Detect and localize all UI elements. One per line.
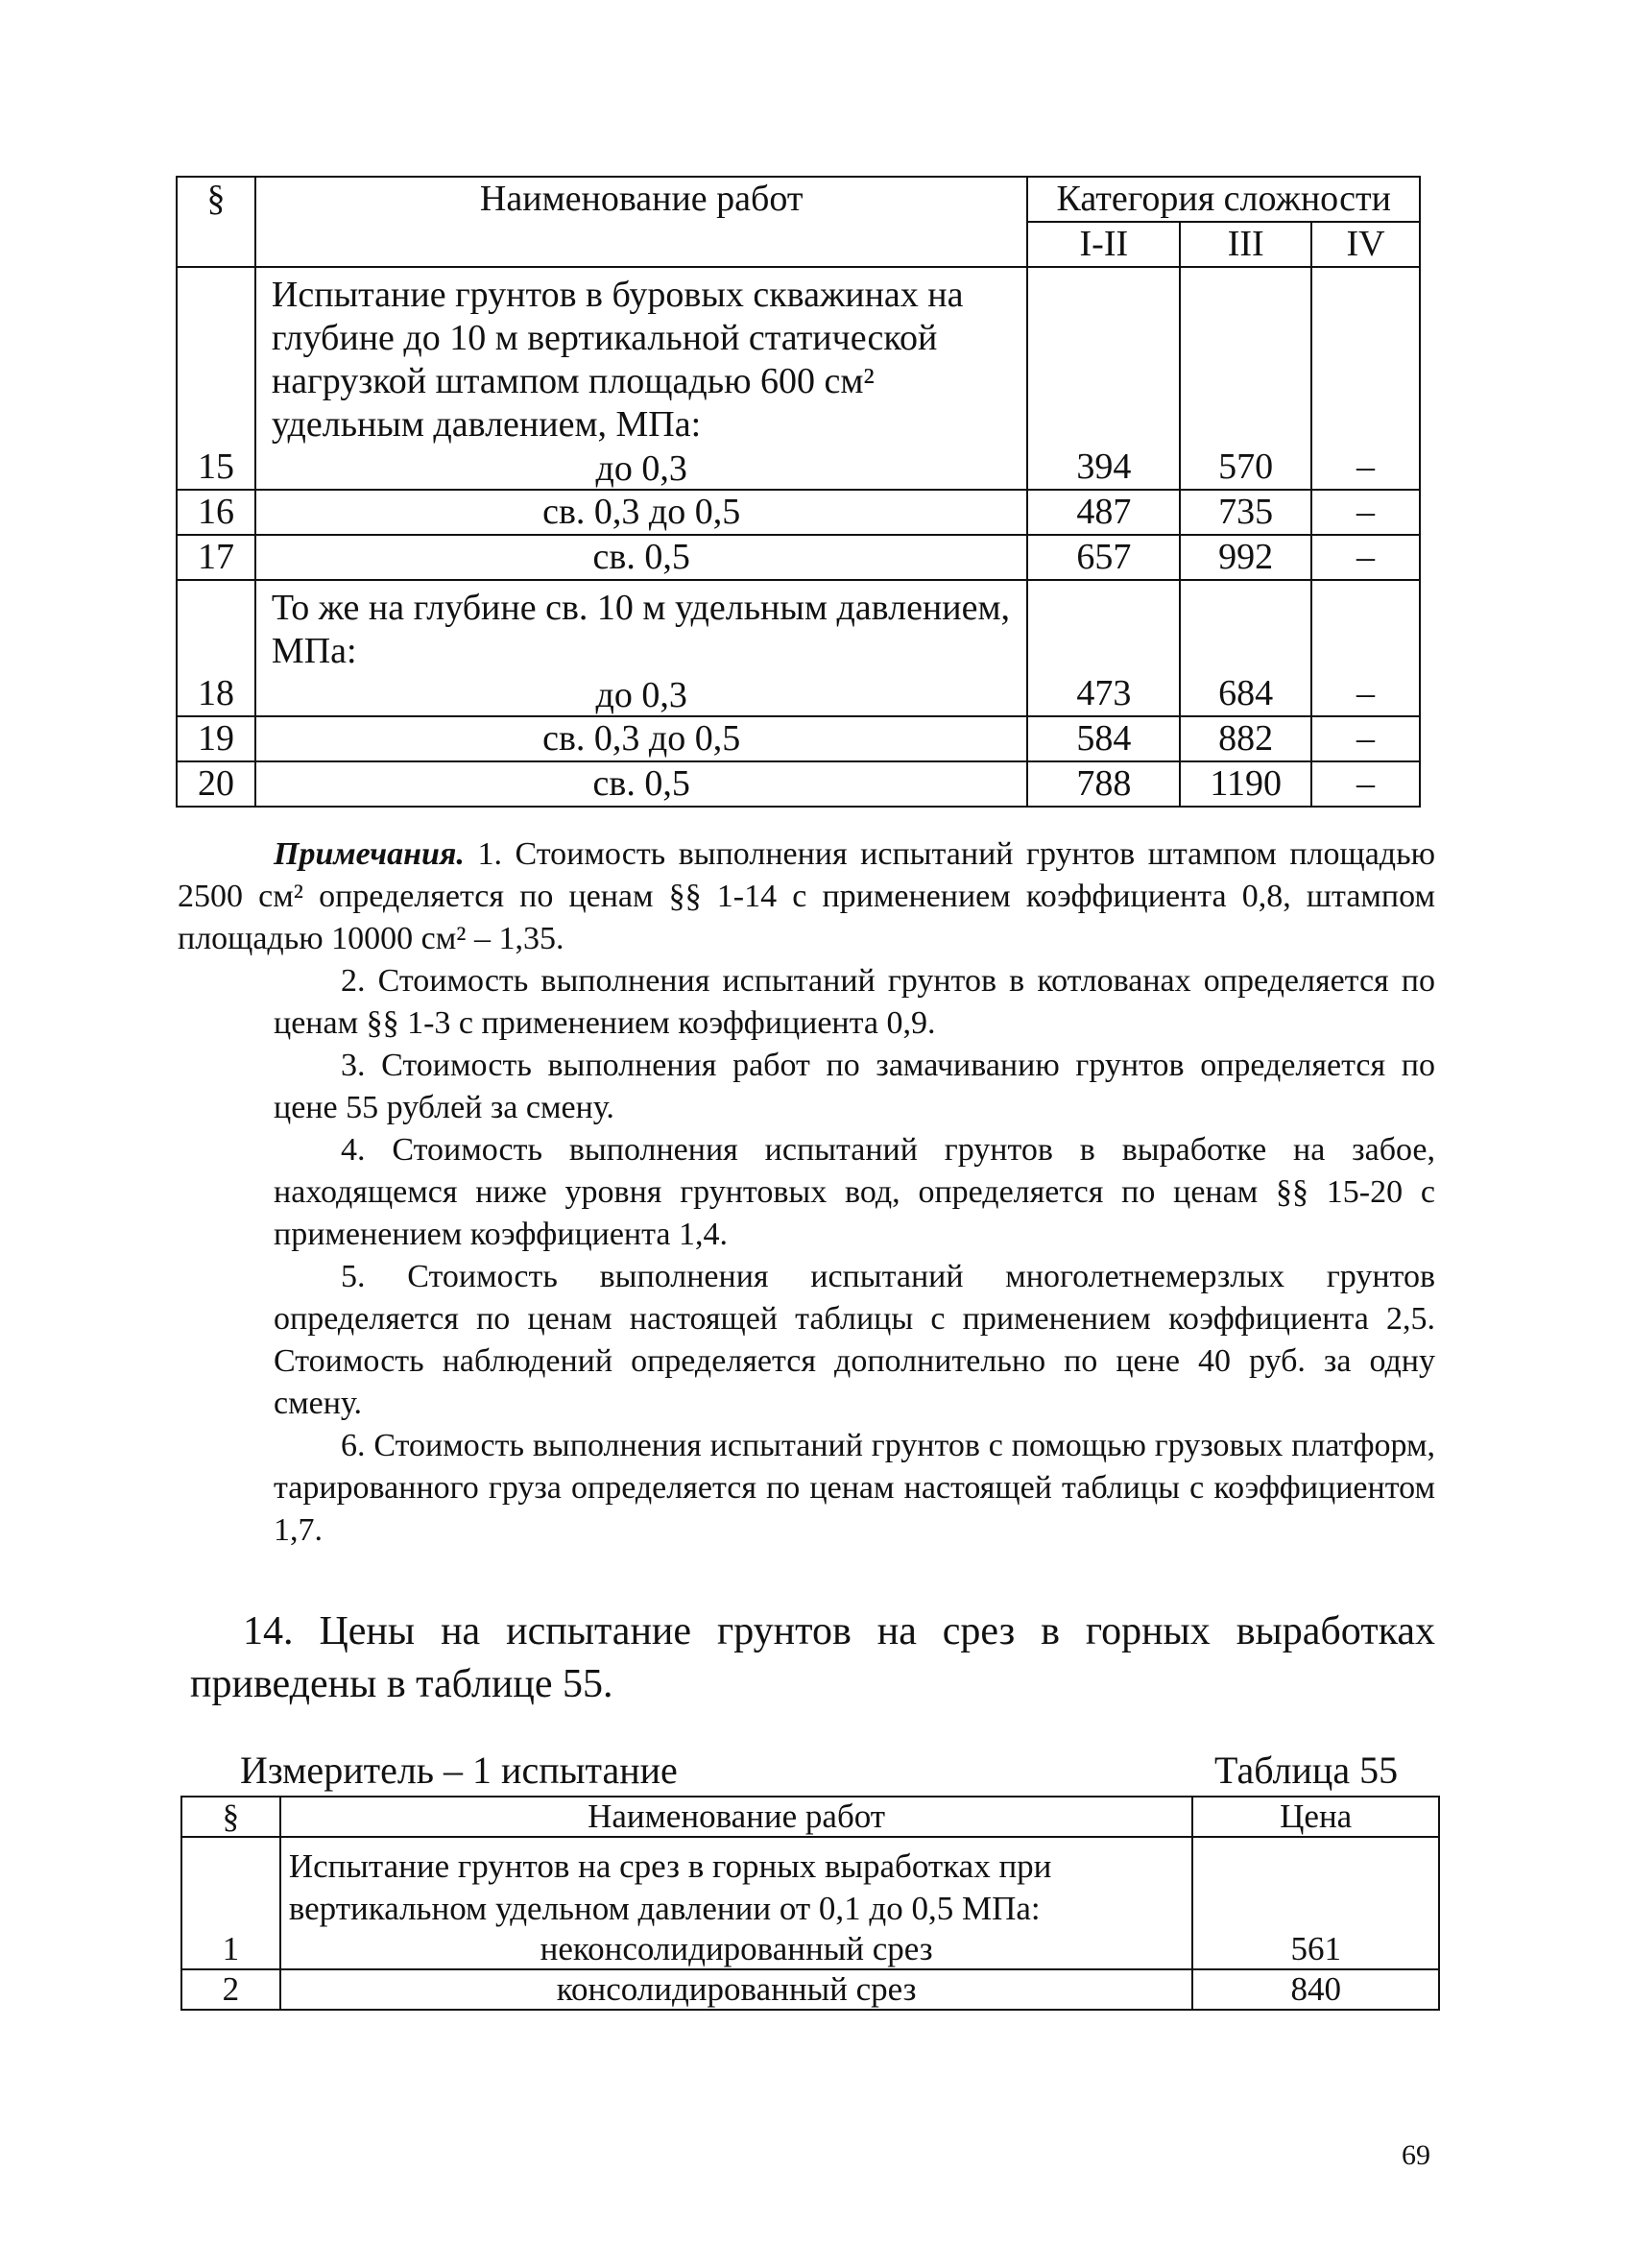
table-row (177, 761, 1420, 807)
page-number: 69 (1402, 2139, 1430, 2171)
header-work-name: Наименование работ (255, 177, 1028, 267)
table-row (177, 267, 1420, 490)
row-paragraph: 2 (181, 1969, 280, 2010)
row-value-cat-4: – (1311, 716, 1420, 761)
row-value-cat-1-2: 473 (1027, 580, 1180, 716)
prices-table-soil-tests (176, 176, 1421, 808)
header-paragraph-sign: § (177, 177, 255, 267)
note-item-6: 6. Стоимость выполнения испытаний грунтов с помощью грузовых платформ, тарированного груза определяется по ценам настоящей таблицы с коэффициентом 1,7. (274, 1428, 1435, 1548)
row-paragraph: 18 (177, 580, 255, 716)
row-name: св. 0,3 до 0,5 (255, 490, 1028, 535)
group-description: Испытание грунтов в буровых скважинах на глубине до 10 м вертикальной статической нагрузкой штампом площадью 600 см² удельным давлением, МПа: (271, 275, 964, 445)
table-row (181, 1969, 1439, 2010)
row-paragraph: 1 (181, 1837, 280, 1969)
note-item-1 (178, 833, 1435, 960)
table-row (181, 1837, 1439, 1969)
header-price: Цена (1192, 1797, 1439, 1837)
row-price: 561 (1192, 1837, 1439, 1969)
header-paragraph-sign: § (181, 1797, 280, 1837)
prices-table-shear-tests (180, 1796, 1440, 2011)
row-name: св. 0,5 (255, 535, 1028, 580)
row-name: св. 0,3 до 0,5 (255, 716, 1028, 761)
group-description: То же на глубине св. 10 м удельным давлением, МПа: (271, 588, 1011, 671)
row-value-cat-1-2: 487 (1027, 490, 1180, 535)
row-value-cat-1-2: 657 (1027, 535, 1180, 580)
row-value-cat-3: 992 (1180, 535, 1311, 580)
table-row (177, 716, 1420, 761)
row-name: консолидированный срез (280, 1969, 1193, 2010)
row-price: 840 (1192, 1969, 1439, 2010)
row-name: до 0,3 (595, 675, 687, 715)
table-row (177, 535, 1420, 580)
row-paragraph: 20 (177, 761, 255, 807)
row-value-cat-4: – (1311, 580, 1420, 716)
note-text: 1. Стоимость выполнения испытаний грунтов штампом площадью 2500 см² определяется по ценам §§ 1-14 с применением коэффициента 0,8, штампом площадью 10000 см² – 1,35. (178, 836, 1435, 956)
row-value-cat-1-2: 788 (1027, 761, 1180, 807)
row-value-cat-3: 684 (1180, 580, 1311, 716)
row-paragraph: 17 (177, 535, 255, 580)
row-value-cat-3: 1190 (1180, 761, 1311, 807)
row-value-cat-1-2: 394 (1027, 267, 1180, 490)
row-paragraph: 19 (177, 716, 255, 761)
section-14-paragraph: 14. Цены на испытание грунтов на срез в горных выработках приведены в таблице 55. (190, 1609, 1435, 1706)
header-complexity-category: Категория сложности (1027, 177, 1420, 222)
row-value-cat-3: 882 (1180, 716, 1311, 761)
row-name: св. 0,5 (255, 761, 1028, 807)
table-row (177, 580, 1420, 716)
row-value-cat-4: – (1311, 761, 1420, 807)
table-header-row (177, 177, 1420, 222)
notes-block (178, 833, 1435, 1552)
row-name: до 0,3 (595, 448, 687, 489)
table-measure-unit: Измеритель – 1 испытание (240, 1749, 678, 1792)
header-category-4: IV (1311, 222, 1420, 267)
row-paragraph: 16 (177, 490, 255, 535)
table-row (177, 490, 1420, 535)
group-description: Испытание грунтов на срез в горных выработках при вертикальном удельном давлении от 0,1 до 0,5 МПа: (288, 1847, 1052, 1927)
row-name: неконсолидированный срез (540, 1930, 933, 1967)
row-value-cat-3: 570 (1180, 267, 1311, 490)
note-item-3: 3. Стоимость выполнения работ по замачиванию грунтов определяется по цене 55 рублей за смену. (274, 1048, 1435, 1125)
header-category-3: III (1180, 222, 1311, 267)
row-value-cat-1-2: 584 (1027, 716, 1180, 761)
row-value-cat-3: 735 (1180, 490, 1311, 535)
table-header-row (181, 1797, 1439, 1837)
note-item-4: 4. Стоимость выполнения испытаний грунтов в выработке на забое, находящемся ниже уровня грунтовых вод, определяется по ценам §§ 15-20 с применением коэффициента 1,4. (274, 1132, 1435, 1252)
table-caption: Таблица 55 (1214, 1749, 1399, 1792)
row-value-cat-4: – (1311, 267, 1420, 490)
row-value-cat-4: – (1311, 535, 1420, 580)
row-paragraph: 15 (177, 267, 255, 490)
row-value-cat-4: – (1311, 490, 1420, 535)
header-category-1-2: I-II (1027, 222, 1180, 267)
header-work-name: Наименование работ (280, 1797, 1193, 1837)
note-item-2: 2. Стоимость выполнения испытаний грунтов в котлованах определяется по ценам §§ 1-3 с применением коэффициента 0,9. (274, 963, 1435, 1041)
note-item-5: 5. Стоимость выполнения испытаний многолетнемерзлых грунтов определяется по ценам настоящей таблицы с применением коэффициента 2,5. Стоимость наблюдений определяется дополнительно по цене 40 руб. за одну смену. (274, 1259, 1435, 1421)
notes-label: Примечания. (274, 836, 465, 872)
